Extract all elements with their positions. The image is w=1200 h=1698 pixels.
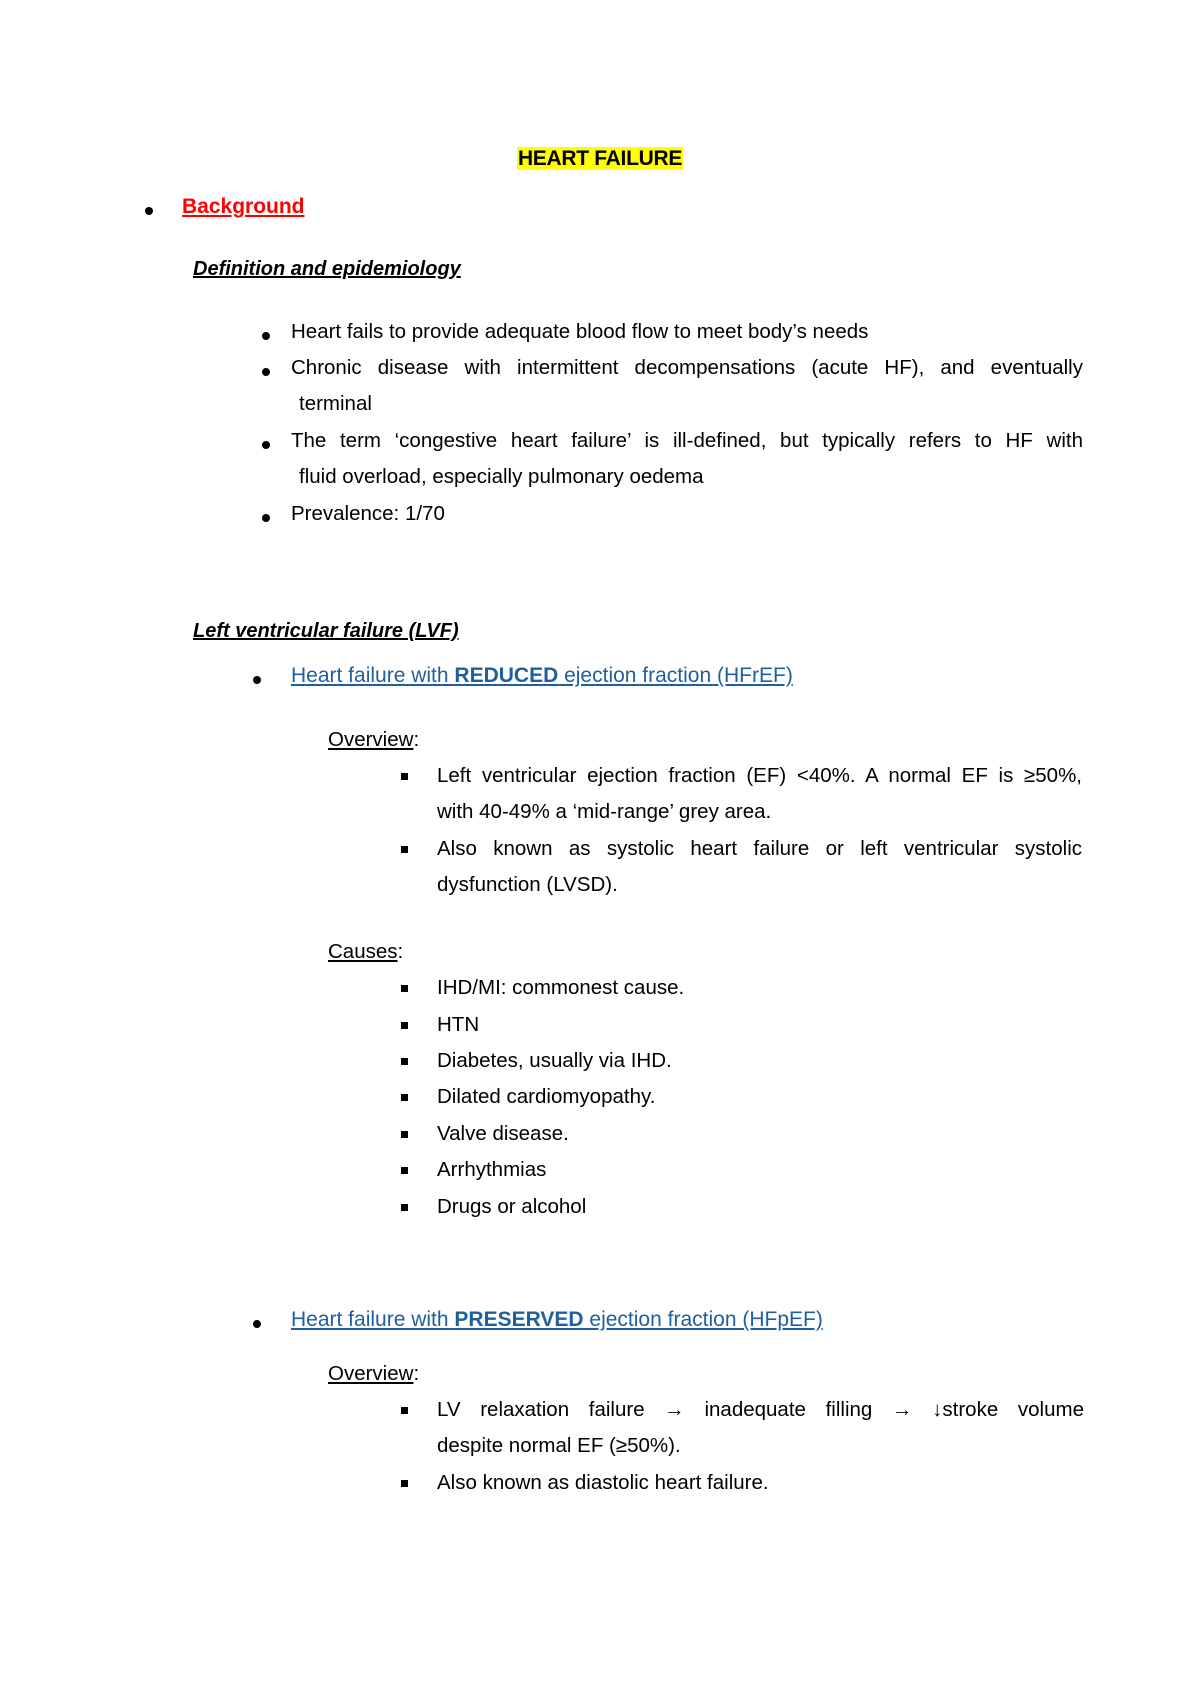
square-bullet-icon [401, 1022, 408, 1029]
link-hfpef[interactable]: Heart failure with PRESERVED ejection fraction (HFpEF) [291, 1308, 823, 1331]
hfpef-overview-item-1-line2: despite normal EF (≥50%). [437, 1434, 681, 1457]
hfref-causes-label: Causes: [328, 940, 404, 963]
hfpef-overview-label: Overview: [328, 1362, 420, 1385]
cause-item: Drugs or alcohol [437, 1195, 587, 1218]
square-bullet-icon [401, 985, 408, 992]
bullet-dot-icon [145, 207, 153, 215]
bullet-dot-icon [253, 676, 261, 684]
definition-item-3-line1: The term ‘congestive heart failure’ is ill-defined, but typically refers to HF with [291, 429, 1083, 452]
subheading-lvf: Left ventricular failure (LVF) [193, 620, 459, 642]
definition-item-2-line1: Chronic disease with intermittent decompensations (acute HF), and eventually [291, 356, 1083, 379]
hfpef-overview-item-1-line1: LV relaxation failure → inadequate filling → ↓stroke volume [437, 1398, 1084, 1421]
bullet-dot-icon [262, 441, 270, 449]
cause-item: Valve disease. [437, 1122, 569, 1145]
cause-item: Diabetes, usually via IHD. [437, 1049, 672, 1072]
cause-item: Dilated cardiomyopathy. [437, 1085, 656, 1108]
definition-item-3-line2: fluid overload, especially pulmonary oedema [299, 465, 704, 488]
subheading-definition: Definition and epidemiology [193, 258, 461, 280]
section-heading-background: Background [182, 195, 305, 218]
square-bullet-icon [401, 1094, 408, 1101]
page-title [0, 147, 1200, 171]
hfref-overview-item-2-line1: Also known as systolic heart failure or left ventricular systolic [437, 837, 1082, 860]
cause-item: IHD/MI: commonest cause. [437, 976, 685, 999]
definition-item-4: Prevalence: 1/70 [291, 502, 445, 525]
square-bullet-icon [401, 1480, 408, 1487]
square-bullet-icon [401, 773, 408, 780]
hfpef-overview-item-2: Also known as diastolic heart failure. [437, 1471, 769, 1494]
definition-item-2-line2: terminal [299, 392, 372, 415]
hfref-overview-item-1-line2: with 40-49% a ‘mid-range’ grey area. [437, 800, 772, 823]
bullet-dot-icon [262, 514, 270, 522]
square-bullet-icon [401, 1167, 408, 1174]
definition-item-1: Heart fails to provide adequate blood flow to meet body’s needs [291, 320, 869, 343]
link-hfref[interactable]: Heart failure with REDUCED ejection fraction (HFrEF) [291, 664, 793, 687]
square-bullet-icon [401, 1058, 408, 1065]
cause-item: Arrhythmias [437, 1158, 547, 1181]
hfref-overview-item-1-line1: Left ventricular ejection fraction (EF) <40%. A normal EF is ≥50%, [437, 764, 1082, 787]
hfref-overview-label: Overview: [328, 728, 420, 751]
bullet-dot-icon [262, 368, 270, 376]
hfref-overview-item-2-line2: dysfunction (LVSD). [437, 873, 618, 896]
bullet-dot-icon [253, 1320, 261, 1328]
bullet-dot-icon [262, 332, 270, 340]
square-bullet-icon [401, 846, 408, 853]
title-highlight: HEART FAILURE [517, 147, 683, 170]
square-bullet-icon [401, 1407, 408, 1414]
cause-item: HTN [437, 1013, 480, 1036]
square-bullet-icon [401, 1204, 408, 1211]
square-bullet-icon [401, 1131, 408, 1138]
